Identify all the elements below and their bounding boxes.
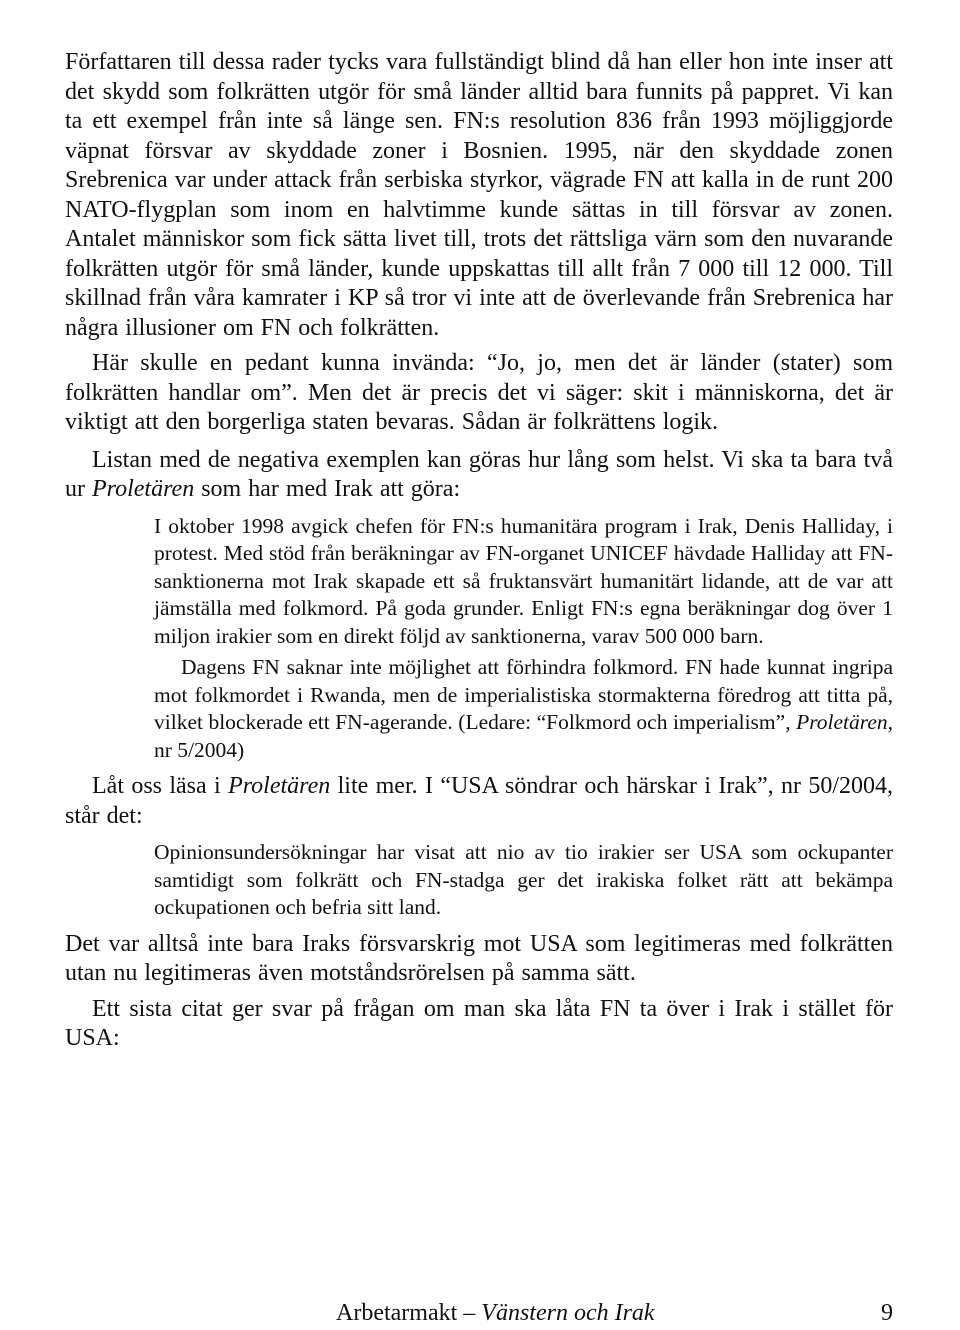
running-title — [336, 1296, 655, 1330]
blockquote-halliday: I oktober 1998 avgick chefen för FN:s humanitära program i Irak, Denis Halliday, i protest. Med stöd från beräkningar av FN-organet UNICEF hävdade Halliday att FN-sanktionerna mot Irak skapade ett så fruktansvärt humanitärt lidande, att de var att jämställa med folkmord. På goda grunder. Enligt FN:s egna beräkningar dog över 1 miljon irakier som en direkt följd av sanktionerna, varav 500 000 barn. — [154, 513, 893, 648]
paragraph-legitimacy: Det var alltså inte bara Iraks försvarskrig mot USA som legitimeras med folkrätten utan nu legitimeras även motståndsrörelsen på samma sätt. — [65, 930, 893, 986]
publication-name: Arbetarmakt — [336, 1300, 458, 1326]
paragraph-last-quote: Ett sista citat ger svar på frågan om man ska låta FN ta över i Irak i stället för USA: — [65, 995, 893, 1051]
paragraph-srebrenica: Författaren till dessa rader tycks vara fullständigt blind då han eller hon inte inser att det skydd som folkrätten utgör för små länder alltid bara funnits på pappret. Vi kan ta ett exempel från inte så länge sen. FN:s resolution 836 från 1993 möjliggjorde väpnat försvar av skyddade zoner i Bosnien. 1995, när den skyddade zonen Srebrenica var under attack från serbiska styrkor, vägrade FN att kalla in de runt 200 NATO-flygplan som inom en halvtimme kunde sättas in till försvar av zonen. Antalet människor som fick sätta livet till, trots det rättsliga värn som den nuvarande folkrätten utgör för små länder, kunde uppskattas till allt från 7 000 till 12 000. Till skillnad från våra kamrater i KP så tror vi inte att de överlevande från Srebrenica har några illusioner om FN och folkrätten. — [65, 49, 893, 341]
page-number: 9 — [881, 1300, 893, 1326]
paragraph-read-more: Låt oss läsa i Proletären lite mer. I “USA söndrar och härskar i Irak”, nr 50/2004, står det: — [65, 773, 894, 829]
proletaren-title: Proletären — [92, 476, 195, 502]
document-body — [65, 48, 893, 1054]
paragraph-examples: Listan med de negativa exemplen kan göras hur lång som helst. Vi ska ta bara två ur Proletären som har med Irak att göra: — [65, 446, 893, 502]
proletaren-title: Proletären — [796, 710, 888, 734]
booklet-title: Vänstern och Irak — [481, 1300, 655, 1326]
page-footer — [336, 1296, 893, 1330]
blockquote-rwanda: Dagens FN saknar inte möjlighet att förhindra folkmord. FN hade kunnat ingripa mot folkmordet i Rwanda, men de imperialistiska stormakterna föredrog att titta på, vilket blockerade ett FN-agerande. (Ledare: “Folkmord och imperialism”, Proletären, nr 5/2004) — [154, 655, 893, 762]
proletaren-title: Proletären — [228, 773, 331, 799]
paragraph-pedant: Här skulle en pedant kunna invända: “Jo, jo, men det är länder (stater) som folkrätten handlar om”. Men det är precis det vi säger: skit i människorna, det är viktigt att den borgerliga staten bevaras. Sådan är folkrättens logik. — [65, 350, 893, 435]
blockquote-opinion-poll: Opinionsundersökningar har visat att nio av tio irakier ser USA som ockupanter samtidigt som folkrätt och FN-stadga ger det irakiska folket rätt att bekämpa ockupationen och befria sitt land. — [154, 840, 893, 919]
footer-dash: – — [463, 1300, 476, 1326]
